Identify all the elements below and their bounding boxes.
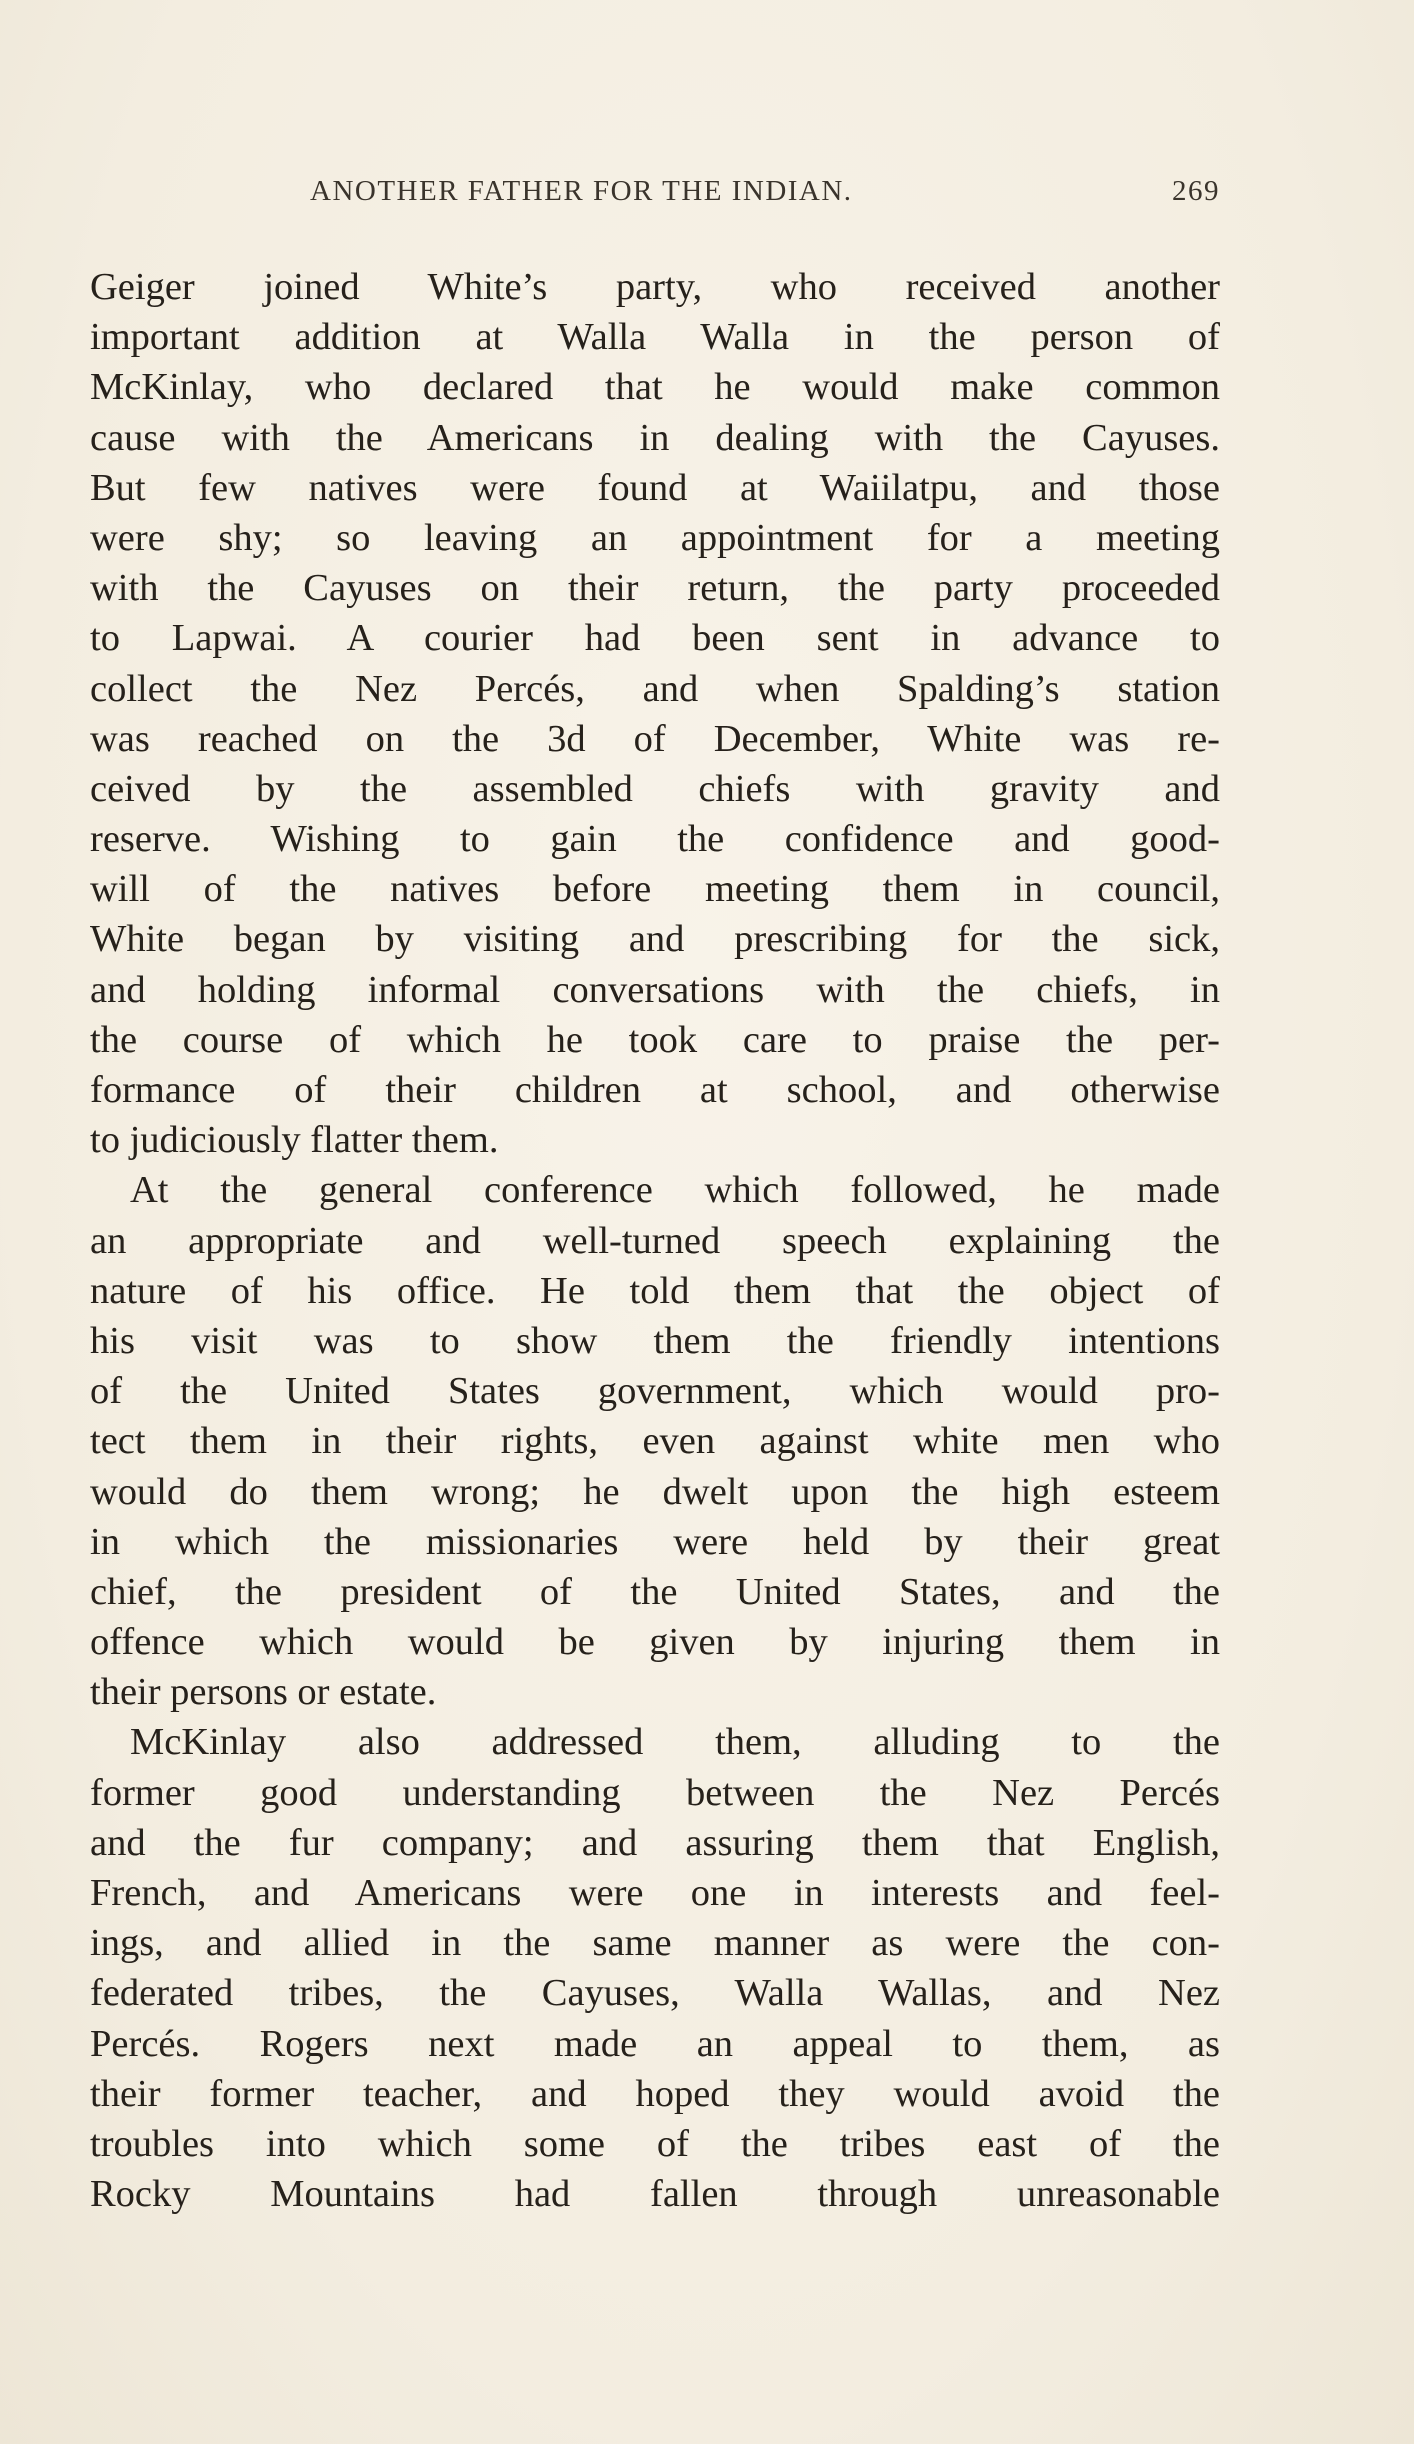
text-line: chief, the president of the United States, and the [90, 1570, 1220, 1613]
text-line: ceived by the assembled chiefs with gravity and [90, 767, 1220, 810]
text-line: to judiciously flatter them. [90, 1119, 499, 1162]
paragraph-3 [90, 1717, 1220, 2219]
paragraph-2 [90, 1165, 1220, 1717]
text-line: cause with the Americans in dealing with the Cayuses. [90, 416, 1220, 459]
text-line: Rocky Mountains had fallen through unreasonable [90, 2173, 1220, 2216]
text-line: the course of which he took care to praise the per- [90, 1018, 1220, 1061]
text-line: was reached on the 3d of December, White was re- [90, 717, 1220, 760]
text-line: French, and Americans were one in interests and feel- [90, 1872, 1220, 1914]
text-line: were shy; so leaving an appointment for a meeting [90, 516, 1220, 559]
text-line: reserve. Wishing to gain the confidence and good- [90, 818, 1220, 861]
text-line: troubles into which some of the tribes east of the [90, 2122, 1220, 2165]
text-line: will of the natives before meeting them in council, [90, 868, 1220, 911]
text-line: to Lapwai. A courier had been sent in advance to [90, 617, 1220, 660]
text-line: and the fur company; and assuring them that English, [90, 1821, 1220, 1864]
text-line: with the Cayuses on their return, the party proceeded [90, 567, 1220, 610]
text-line: formance of their children at school, and otherwise [90, 1069, 1220, 1111]
running-head-title: ANOTHER FATHER FOR THE INDIAN. [310, 175, 853, 207]
text-line: Percés. Rogers next made an appeal to them, as [90, 2022, 1220, 2065]
text-line: White began by visiting and prescribing for the sick, [90, 918, 1220, 961]
text-line: McKinlay, who declared that he would make common [90, 366, 1220, 409]
text-line: collect the Nez Percés, and when Spalding’s station [90, 667, 1220, 710]
text-line: his visit was to show them the friendly intentions [90, 1319, 1220, 1362]
text-line: ings, and allied in the same manner as were the con- [90, 1922, 1220, 1965]
body-text [90, 262, 1220, 2219]
text-line: tect them in their rights, even against white men who [90, 1420, 1220, 1463]
text-line: would do them wrong; he dwelt upon the high esteem [90, 1470, 1220, 1513]
paragraph-1 [90, 262, 1220, 1165]
text-line: McKinlay also addressed them, alluding to the [130, 1721, 1220, 1764]
text-line: their persons or estate. [90, 1671, 437, 1714]
text-line: their former teacher, and hoped they would avoid the [90, 2072, 1220, 2115]
text-line: Geiger joined White’s party, who received another [90, 266, 1220, 308]
text-line: in which the missionaries were held by their great [90, 1520, 1220, 1563]
text-line: and holding informal conversations with the chiefs, in [90, 968, 1220, 1011]
text-line: an appropriate and well-turned speech explaining the [90, 1219, 1220, 1262]
text-line: federated tribes, the Cayuses, Walla Wallas, and Nez [90, 1972, 1220, 2015]
text-line: former good understanding between the Nez Percés [90, 1771, 1220, 1814]
text-line: nature of his office. He told them that the object of [90, 1269, 1220, 1312]
text-line: of the United States government, which would pro- [90, 1370, 1220, 1413]
text-line: At the general conference which followed, he made [130, 1169, 1220, 1212]
text-line: offence which would be given by injuring them in [90, 1621, 1220, 1664]
text-line: important addition at Walla Walla in the person of [90, 316, 1220, 359]
text-line: But few natives were found at Waiilatpu, and those [90, 466, 1220, 509]
running-head [90, 175, 1220, 215]
page-number: 269 [1172, 175, 1220, 207]
